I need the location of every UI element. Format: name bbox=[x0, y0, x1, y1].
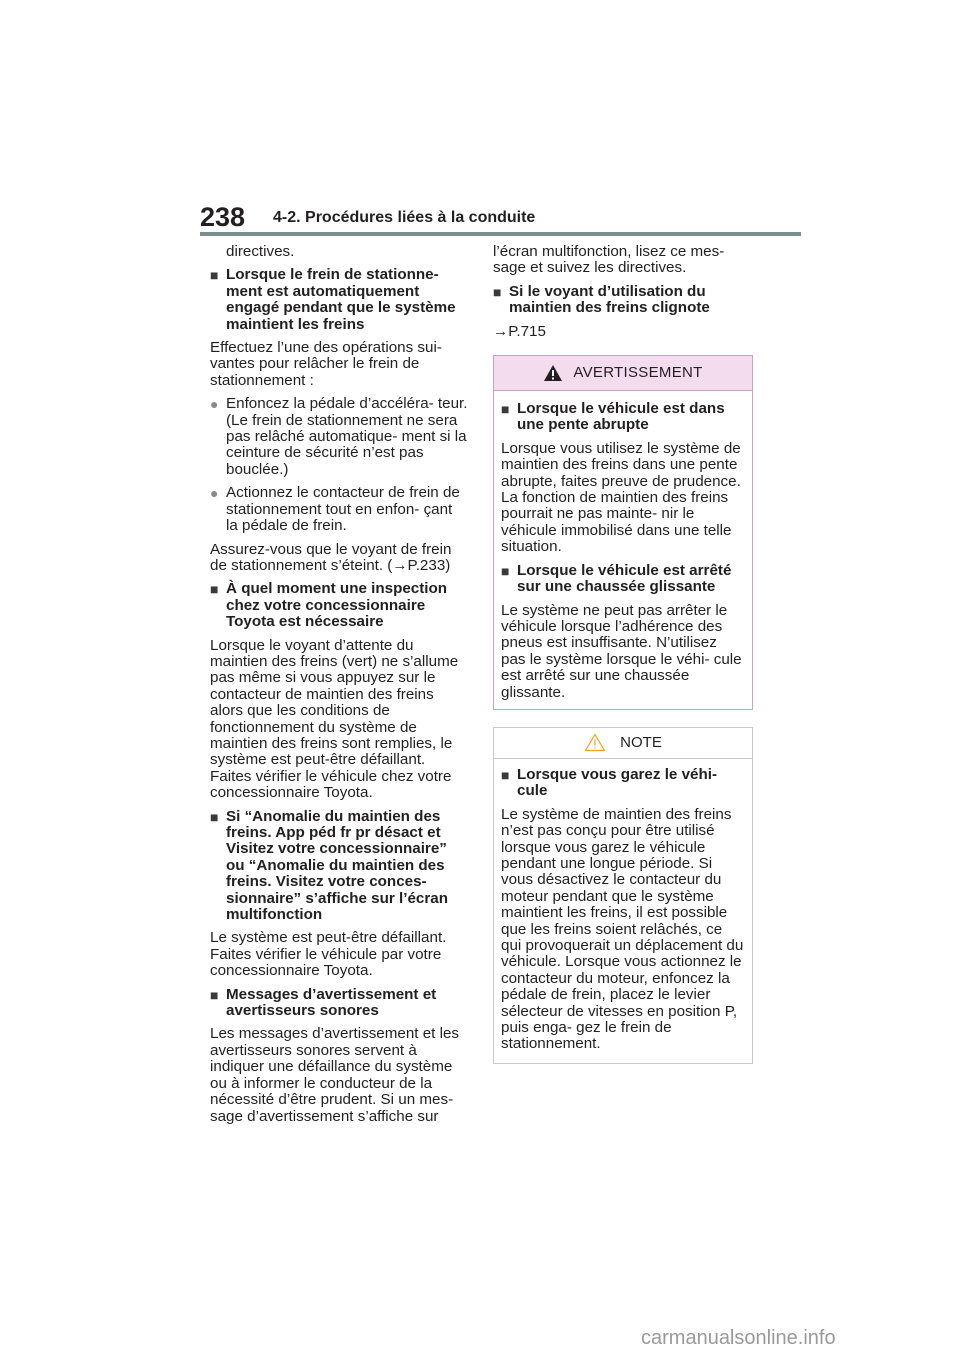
square-bullet-icon: ■ bbox=[501, 562, 510, 579]
section-heading: ■ Si le voyant d’utilisation du maintien des freins clignote bbox=[493, 282, 710, 317]
caution-triangle-outline-icon bbox=[584, 733, 606, 752]
section-heading: ■ Lorsque le frein de stationne- ment est automatiquement engagé pendant que le système maintient les freins bbox=[210, 266, 456, 333]
note-paragraph: Le système de maintien des freins n’est pas conçu pour être utilisé lorsque vous garez le véhicule pendant une longue période. Si vous désactivez le contacteur du moteur pendant que le système maintient les freins, il est possible que les freins soient relâchés, ce qui provoquerait un déplacement du véhicule. Lorsque vous actionnez le contacteur du moteur, enfoncez la pédale de frein, placez le levier sélecteur de vitesses en position P, puis enga- gez le frein de stationnement. bbox=[501, 805, 744, 1053]
section-heading: ■ Si “Anomalie du maintien des freins. App péd fr pr désact et Visitez votre concessionnaire” ou “Anomalie du maintien des freins. Visitez votre conces- sionnaire” s’affiche sur l’écran multifonction bbox=[210, 807, 448, 924]
page-number: 238 bbox=[200, 202, 246, 232]
warning-paragraph: Lorsque vous utilisez le système de maintien des freins dans une pente abrupte, faites preuve de prudence. La fonction de maintien des freins pourrait ne pas mainte- nir le véhicule immobilisé dans une telle situation. bbox=[501, 439, 741, 556]
round-bullet-icon: ● bbox=[210, 485, 219, 502]
right-column bbox=[493, 244, 753, 1064]
continued-text: directives. bbox=[226, 243, 295, 260]
square-bullet-icon: ■ bbox=[210, 267, 219, 284]
square-bullet-icon: ■ bbox=[501, 401, 510, 418]
section-title: 4-2. Procédures liées à la conduite bbox=[273, 209, 536, 226]
paragraph: Lorsque le voyant d’attente du maintien des freins (vert) ne s’allume pas même si vous appuyez sur le contacteur de maintien des freins alors que les conditions de fonctionnement du système de maintien des freins sont remplies, le système est peut-être défaillant. Faites vérifier le véhicule chez votre concessionnaire Toyota. bbox=[210, 636, 459, 802]
section-heading: ■ Messages d’avertissement et avertisseurs sonores bbox=[210, 985, 437, 1020]
paragraph: Le système est peut-être défaillant. Faites vérifier le véhicule par votre concessionnaire Toyota. bbox=[210, 929, 447, 980]
warning-heading: ■ Lorsque le véhicule est arrêté sur une chaussée glissante bbox=[501, 561, 732, 596]
square-bullet-icon: ■ bbox=[501, 766, 510, 783]
warning-heading: ■ Lorsque le véhicule est dans une pente abrupte bbox=[501, 400, 725, 434]
warning-header bbox=[494, 356, 752, 391]
watermark: carmanualsonline.info bbox=[641, 1327, 836, 1349]
page-reference: →P.715 bbox=[493, 322, 546, 340]
continued-text: l’écran multifonction, lisez ce mes- sage et suivez les directives. bbox=[493, 243, 725, 277]
square-bullet-icon: ■ bbox=[210, 581, 219, 598]
round-bullet-icon: ● bbox=[210, 396, 219, 413]
note-label: NOTE bbox=[620, 733, 662, 751]
paragraph: Assurez-vous que le voyant de frein de stationnement s’éteint. (→P.233) bbox=[210, 540, 452, 574]
note-box bbox=[493, 727, 753, 1064]
list-item: ● Enfoncez la pédale d’accéléra- teur. (Le frein de stationnement ne sera pas relâché automatique- ment si la ceinture de sécurité n’est pas bouclée.) bbox=[210, 395, 468, 478]
paragraph: Effectuez l’une des opérations sui- vantes pour relâcher le frein de stationnement : bbox=[210, 339, 442, 389]
section-heading: ■ À quel moment une inspection chez votre concessionnaire Toyota est nécessaire bbox=[210, 580, 448, 631]
warning-paragraph: Le système ne peut pas arrêter le véhicule lorsque l’adhérence des pneus est insuffisante. N’utilisez pas le système lorsque le véhi- cule est arrêté sur une chaussée glissante. bbox=[501, 601, 742, 701]
note-body bbox=[494, 759, 752, 1063]
warning-body bbox=[494, 391, 752, 709]
note-header bbox=[494, 728, 752, 759]
paragraph: Les messages d’avertissement et les avertisseurs sonores servent à indiquer une défaillance du système ou à informer le conducteur de la nécessité d’être prudent. Si un mes- sage d’avertissement s’affiche sur bbox=[210, 1025, 460, 1125]
note-heading: ■ Lorsque vous garez le véhi- cule bbox=[501, 765, 718, 800]
warning-label: AVERTISSEMENT bbox=[573, 363, 703, 381]
list-item: ● Actionnez le contacteur de frein de stationnement tout en enfon- çant la pédale de frein. bbox=[210, 484, 460, 535]
square-bullet-icon: ■ bbox=[493, 283, 502, 300]
square-bullet-icon: ■ bbox=[210, 808, 219, 825]
warning-box bbox=[493, 355, 753, 710]
square-bullet-icon: ■ bbox=[210, 986, 219, 1003]
left-column bbox=[210, 244, 468, 1132]
header-rule bbox=[200, 232, 801, 236]
warning-triangle-icon bbox=[543, 364, 563, 382]
